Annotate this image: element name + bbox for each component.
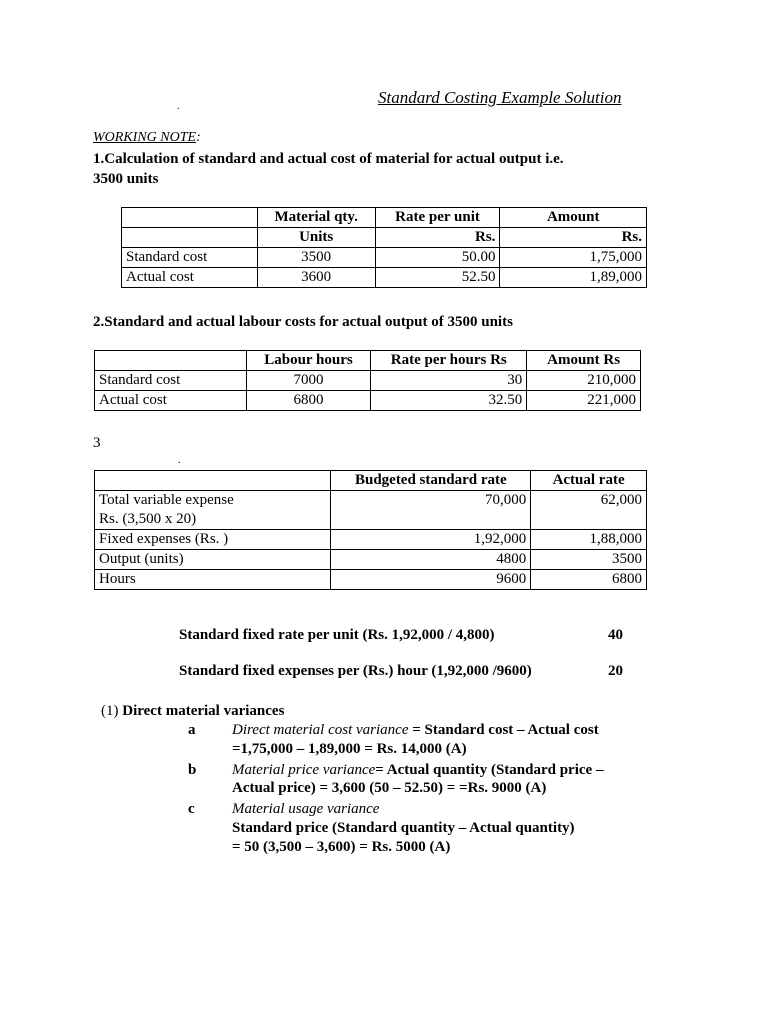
header-cell: Rs.: [375, 228, 500, 248]
cell-hours: 7000: [246, 371, 371, 391]
variance-c-line3: = 50 (3,500 – 3,600) = Rs. 5000 (A): [232, 839, 451, 855]
variance-b-name: Material price variance: [232, 762, 376, 778]
row-label: Actual cost: [122, 268, 258, 288]
header-cell: Amount: [500, 208, 647, 228]
header-cell: [95, 471, 331, 491]
row-label: Hours: [95, 570, 331, 590]
variance-a-line2: =1,75,000 – 1,89,000 = Rs. 14,000 (A): [232, 741, 467, 757]
cell-hours: 6800: [246, 391, 371, 411]
cell-actual: 1,88,000: [531, 530, 647, 550]
cell-actual: 3500: [531, 550, 647, 570]
cell-rate: 52.50: [375, 268, 500, 288]
variance-a-name: Direct material cost variance: [232, 722, 409, 738]
table-row: [95, 530, 647, 550]
row-label-line1: Total variable expense: [99, 492, 234, 508]
table-row: [95, 570, 647, 590]
cell-rate: 32.50: [371, 391, 527, 411]
header-cell: Rs.: [500, 228, 647, 248]
calc-fixed-rate-hour: Standard fixed expenses per (Rs.) hour (1,92,000 /9600): [179, 663, 532, 679]
cell-amount: 1,89,000: [500, 268, 647, 288]
header-cell: [95, 351, 247, 371]
calc-fixed-rate-unit-value: 40: [608, 627, 623, 643]
variance-heading: [101, 703, 284, 720]
cell-qty: 3500: [257, 248, 375, 268]
header-cell: Rate per hours Rs: [371, 351, 527, 371]
variance-c-name: Material usage variance: [232, 801, 380, 817]
cell-amount: 1,75,000: [500, 248, 647, 268]
header-cell: Amount Rs: [527, 351, 641, 371]
cell-budget: 4800: [331, 550, 531, 570]
variance-c-line2: Standard price (Standard quantity – Actual quantity): [232, 820, 575, 836]
variance-a-rest: = Standard cost – Actual cost: [408, 722, 599, 738]
table-row: [95, 391, 641, 411]
cell-budget: 1,92,000: [331, 530, 531, 550]
cell-actual: 62,000: [531, 491, 647, 530]
section3-number: 3: [93, 435, 101, 451]
header-cell: Material qty.: [257, 208, 375, 228]
row-label: [95, 491, 331, 530]
table-header-row: [95, 471, 647, 491]
cell-amount: 221,000: [527, 391, 641, 411]
header-cell: Actual rate: [531, 471, 647, 491]
material-cost-table: [121, 207, 647, 288]
header-cell: Budgeted standard rate: [331, 471, 531, 491]
row-label-line2: Rs. (3,500 x 20): [99, 511, 197, 527]
working-note-colon: :: [196, 130, 201, 145]
row-label: Actual cost: [95, 391, 247, 411]
table-header-row: [95, 351, 641, 371]
overhead-table: [94, 470, 647, 590]
cell-amount: 210,000: [527, 371, 641, 391]
row-label: Output (units): [95, 550, 331, 570]
table-row: [95, 550, 647, 570]
table-row: [95, 491, 647, 530]
variance-b-line2: Actual price) = 3,600 (50 – 52.50) = =Rs. 9000 (A): [232, 780, 547, 796]
header-cell: Labour hours: [246, 351, 371, 371]
header-cell: Units: [257, 228, 375, 248]
variance-a-line1: [232, 722, 599, 739]
variance-heading-number: (1): [101, 703, 119, 719]
cell-actual: 6800: [531, 570, 647, 590]
table-header-row: [122, 228, 647, 248]
working-note-text: WORKING NOTE: [93, 130, 197, 145]
section2-heading: 2.Standard and actual labour costs for actual output of 3500 units: [93, 314, 513, 330]
row-label: Fixed expenses (Rs. ): [95, 530, 331, 550]
table-row: [122, 268, 647, 288]
variance-letter-b: b: [188, 762, 197, 778]
variance-letter-a: a: [188, 722, 196, 738]
variance-letter-c: c: [188, 801, 195, 817]
table-row: [95, 371, 641, 391]
table-header-row: [122, 208, 647, 228]
stray-dot: .: [177, 101, 180, 112]
table-row: [122, 248, 647, 268]
working-note-label: [93, 130, 201, 146]
header-cell: [122, 208, 258, 228]
cell-budget: 9600: [331, 570, 531, 590]
variance-heading-text: Direct material variances: [122, 703, 285, 719]
variance-b-rest: = Actual quantity (Standard price –: [375, 762, 604, 778]
stray-dot: .: [178, 455, 181, 466]
calc-fixed-rate-hour-value: 20: [608, 663, 623, 679]
row-label: Standard cost: [95, 371, 247, 391]
cell-qty: 3600: [257, 268, 375, 288]
cell-rate: 50.00: [375, 248, 500, 268]
section1-heading-line1: 1.Calculation of standard and actual cost of material for actual output i.e.: [93, 151, 564, 167]
cell-budget: 70,000: [331, 491, 531, 530]
variance-b-line1: [232, 762, 603, 779]
page-title: Standard Costing Example Solution: [378, 88, 622, 107]
row-label: Standard cost: [122, 248, 258, 268]
header-cell: [122, 228, 258, 248]
section1-heading-line2: 3500 units: [93, 171, 159, 187]
cell-rate: 30: [371, 371, 527, 391]
labour-cost-table: [94, 350, 641, 411]
calc-fixed-rate-unit: Standard fixed rate per unit (Rs. 1,92,000 / 4,800): [179, 627, 495, 643]
header-cell: Rate per unit: [375, 208, 500, 228]
